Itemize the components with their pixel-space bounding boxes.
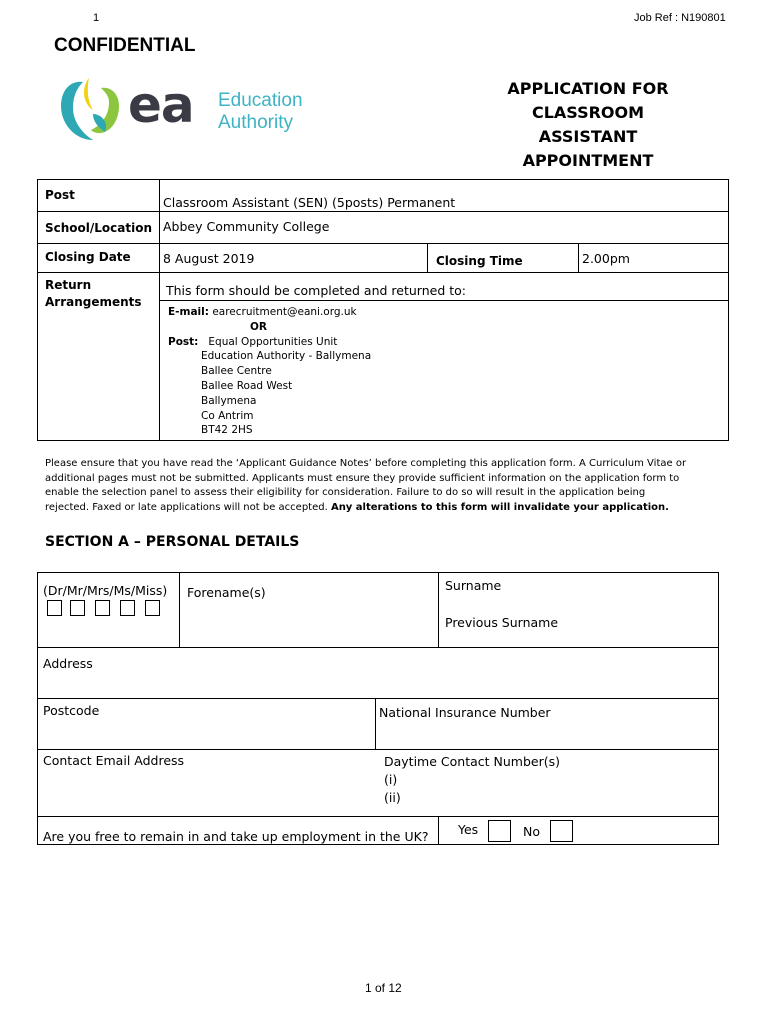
address-line-5: Ballymena — [201, 394, 257, 407]
ni-number-field[interactable]: National Insurance Number — [379, 705, 551, 720]
address-line-3: Ballee Centre — [201, 365, 272, 378]
contact-number-i: (i) — [384, 772, 398, 787]
return-label-line1: Return — [45, 278, 92, 292]
post-label: Post — [45, 188, 75, 202]
logo-mark: ea — [128, 76, 194, 134]
address-line-6: Co Antrim — [201, 409, 254, 422]
title-line-1: APPLICATION FOR — [507, 79, 669, 98]
closing-time-label: Closing Time — [436, 254, 523, 268]
title-ms-checkbox[interactable] — [120, 600, 135, 616]
daytime-contact-label: Daytime Contact Number(s) — [384, 754, 560, 769]
title-line-4: APPOINTMENT — [522, 151, 654, 170]
notice-line-2: additional pages must not be submitted. Applicants must ensure they provide sufficient information on the application form to — [45, 472, 680, 484]
job-reference: Job Ref : N190801 — [634, 12, 726, 24]
school-location-value: Abbey Community College — [163, 219, 330, 234]
address-line-1: Equal Opportunities Unit — [208, 335, 338, 348]
return-intro: This form should be completed and returned to: — [166, 283, 466, 298]
notice-line-4: rejected. Faxed or late applications will not be accepted. — [45, 501, 331, 513]
address-line-2: Education Authority - Ballymena — [201, 350, 372, 363]
notice-warning: Any alterations to this form will invalidate your application. — [330, 501, 669, 513]
title-line-3: ASSISTANT — [538, 127, 638, 146]
title-miss-checkbox[interactable] — [145, 600, 160, 616]
return-address-block — [168, 305, 371, 438]
no-checkbox[interactable] — [550, 820, 573, 842]
email-label: E-mail: — [168, 306, 209, 318]
address-line-4: Ballee Road West — [201, 379, 293, 392]
notice-line-3: enable the selection panel to assess their eligibility for consideration. Failure to do so will result in the application being — [45, 487, 646, 499]
contact-email-field[interactable]: Contact Email Address — [43, 753, 185, 768]
or-separator: OR — [250, 320, 268, 333]
closing-time-value: 2.00pm — [582, 251, 630, 266]
title-dr-checkbox[interactable] — [47, 600, 62, 616]
postcode-field[interactable]: Postcode — [43, 703, 100, 718]
page-number: 1 — [93, 12, 100, 24]
closing-date-label: Closing Date — [45, 250, 131, 264]
contact-number-ii: (ii) — [384, 790, 401, 805]
title-mrs-checkbox[interactable] — [95, 600, 110, 616]
yes-checkbox[interactable] — [488, 820, 511, 842]
yes-label: Yes — [458, 822, 479, 837]
address-line-7: BT42 2HS — [201, 424, 253, 437]
daytime-contact-field[interactable] — [384, 753, 560, 807]
previous-surname-field[interactable]: Previous Surname — [445, 615, 559, 630]
notice-line-1: Please ensure that you have read the ‘Applicant Guidance Notes’ before completing this application form. A Curriculum Vitae or — [45, 458, 687, 469]
forename-field[interactable]: Forename(s) — [187, 585, 266, 600]
address-field[interactable]: Address — [43, 656, 93, 671]
surname-field[interactable]: Surname — [445, 578, 502, 593]
application-title — [478, 77, 698, 173]
post-address-label: Post: — [168, 335, 199, 348]
post-value: Classroom Assistant (SEN) (5posts) Permanent — [163, 195, 456, 210]
title-mr-checkbox[interactable] — [70, 600, 85, 616]
ea-logo-icon — [53, 74, 123, 144]
guidance-notice — [45, 457, 735, 515]
logo-text-line2: Authority — [218, 112, 293, 133]
section-a-title: SECTION A – PERSONAL DETAILS — [45, 534, 300, 550]
school-location-label: School/Location — [45, 221, 153, 235]
return-label-line2: Arrangements — [45, 295, 142, 309]
free-to-remain-question: Are you free to remain in and take up employment in the UK? — [43, 829, 429, 844]
confidential-heading: CONFIDENTIAL — [54, 35, 196, 56]
no-label: No — [523, 824, 540, 839]
logo-text-line1: Education — [218, 90, 303, 111]
closing-date-value: 8 August 2019 — [163, 251, 255, 266]
title-field-label: (Dr/Mr/Mrs/Ms/Miss) — [43, 583, 168, 598]
title-line-2: CLASSROOM — [531, 103, 645, 122]
page-count: 1 of 12 — [365, 981, 402, 995]
return-email: earecruitment@eani.org.uk — [212, 306, 357, 318]
